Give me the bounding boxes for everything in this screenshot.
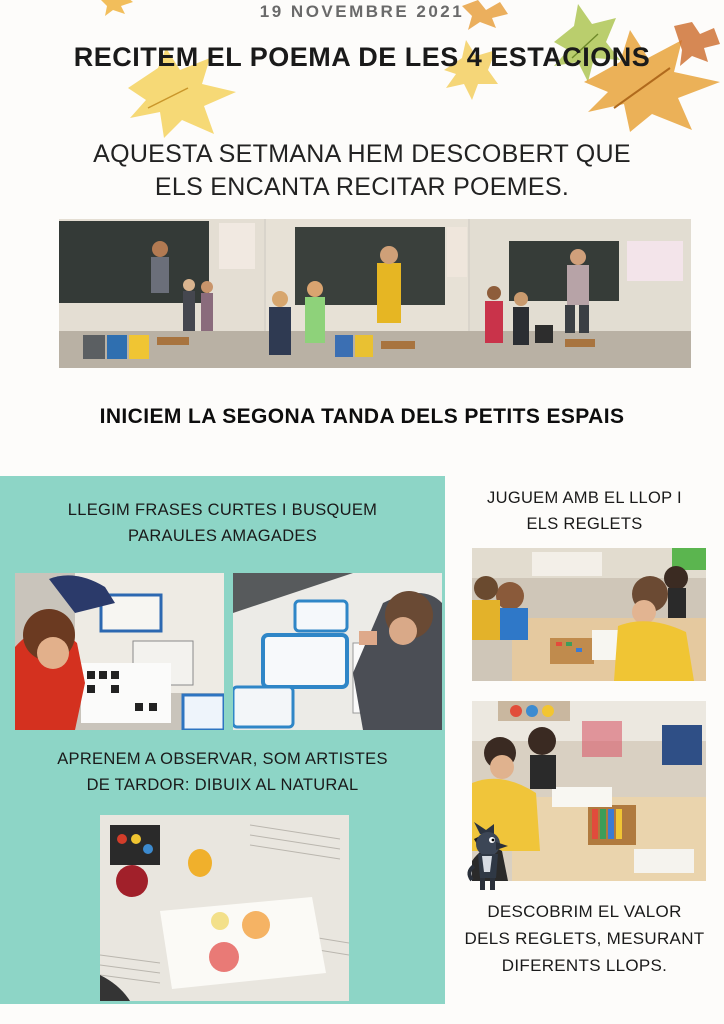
drawing-caption-line-2: DE TARDOR: DIBUIX AL NATURAL [86, 776, 359, 794]
wolf-cartoon-icon [466, 822, 508, 892]
wolf-caption-line-2: ELS REGLETS [526, 515, 643, 533]
section-title: INICIEM LA SEGONA TANDA DELS PETITS ESPAIS [99, 405, 625, 428]
reading-photo-left [15, 573, 224, 730]
intro-line-1: AQUESTA SETMANA HEM DESCOBERT QUE [93, 140, 631, 168]
wolf-game-photo [472, 548, 706, 681]
page-title: RECITEM EL POEMA DE LES 4 ESTACIONS [73, 42, 651, 72]
reading-caption-line-1: LLEGIM FRASES CURTES I BUSQUEM [67, 501, 378, 519]
bottom-margin [0, 1004, 724, 1024]
reading-caption [0, 497, 445, 549]
drawing-caption [0, 746, 445, 798]
drawing-caption-line-1: APRENEM A OBSERVAR, SOM ARTISTES [57, 750, 388, 768]
measure-caption-line-1: DESCOBRIM EL VALOR [487, 902, 682, 921]
measure-caption-line-3: DIFERENTS LLOPS. [501, 956, 668, 975]
measure-caption [445, 898, 724, 979]
poem-recitation-photo [59, 219, 691, 368]
reading-caption-line-2: PARAULES AMAGADES [127, 527, 318, 545]
wolf-caption-line-1: JUGUEM AMB EL LLOP I [487, 489, 682, 507]
autumn-drawing-photo [100, 815, 349, 1001]
wolf-caption [445, 485, 724, 537]
reading-photo-right [233, 573, 442, 730]
measure-caption-line-2: DELS REGLETS, MESURANT [464, 929, 705, 948]
intro-text [40, 138, 684, 204]
date-label: 19 NOVEMBRE 2021 [259, 2, 465, 21]
autumn-leaf-icon [574, 22, 724, 132]
intro-line-2: ELS ENCANTA RECITAR POEMES. [154, 173, 570, 201]
